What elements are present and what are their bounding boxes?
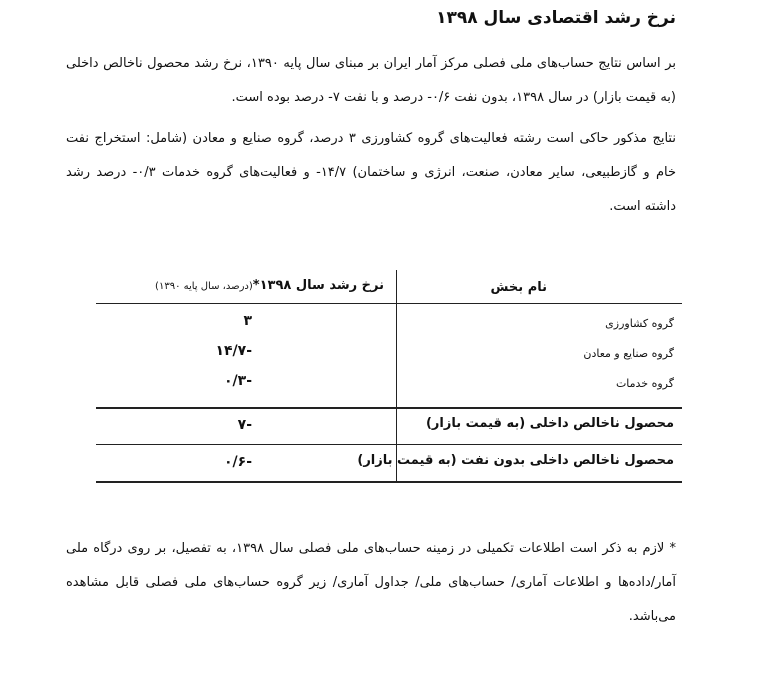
paragraph-sector-growth: نتایج مذکور حاکی است رشته فعالیت‌های گروه کشاورزی ۳ درصد، گروه صنایع و معادن (شامل: استخراج نفت خام و گازطبیعی، سایر معادن، صنعت، انرژی و ساختمان) ۱۴/۷- و فعالیت‌های گروه خدمات ۰/۳- درصد رشد داشته است. <box>66 131 676 214</box>
growth-table <box>96 270 682 482</box>
document-title: نرخ رشد اقتصادی سال ۱۳۹۸ <box>436 8 676 28</box>
table-row-value-gdp-non-oil: -۰/۶ <box>223 454 252 470</box>
table-header-rate-title: نرخ رشد سال ۱۳۹۸* <box>252 278 384 293</box>
paragraph-gdp-growth: بر اساس نتایج حساب‌های ملی فصلی مرکز آمار ایران بر مبنای سال پایه ۱۳۹۰، نرخ رشد محصول ناخالص داخلی (به قیمت بازار) در سال ۱۳۹۸، بدون نفت ۰/۶- درصد و با نفت ۷- درصد بوده است. <box>66 56 676 105</box>
table-row-value-gdp: -۷ <box>237 417 252 433</box>
table-row-label-gdp-non-oil: محصول ناخالص داخلی بدون نفت (به قیمت بازار) <box>357 453 674 468</box>
table-row-label-services: گروه خدمات <box>615 377 674 390</box>
table-row-label-gdp: محصول ناخالص داخلی (به قیمت بازار) <box>425 416 674 431</box>
table-row-label-industry: گروه صنایع و معادن <box>583 347 674 360</box>
table-header-rate-unit: (درصد، سال پایه ۱۳۹۰) <box>155 281 253 292</box>
table-row-value-agriculture: ۳ <box>243 313 252 329</box>
table-group-divider <box>96 407 682 409</box>
table-header-rate <box>155 278 384 293</box>
table-bottom-border <box>96 481 682 483</box>
table-row-value-services: -۰/۳ <box>223 373 252 389</box>
table-header-sector: نام بخش <box>490 280 547 295</box>
table-row-label-agriculture: گروه کشاورزی <box>605 317 674 330</box>
table-row-value-industry: -۱۴/۷ <box>215 343 252 359</box>
table-header-divider <box>96 303 682 304</box>
table-row-divider <box>96 444 682 445</box>
table-column-divider <box>396 270 397 482</box>
footnote: * لازم به ذکر است اطلاعات تکمیلی در زمینه حساب‌های ملی فصلی سال ۱۳۹۸، به تفصیل، بر روی درگاه ملی آمار/داده‌ها و اطلاعات آماری/ حساب‌های ملی/ جداول آماری/ زیر گروه حساب‌های ملی فصلی قابل مشاهده می‌باشد. <box>66 541 676 624</box>
